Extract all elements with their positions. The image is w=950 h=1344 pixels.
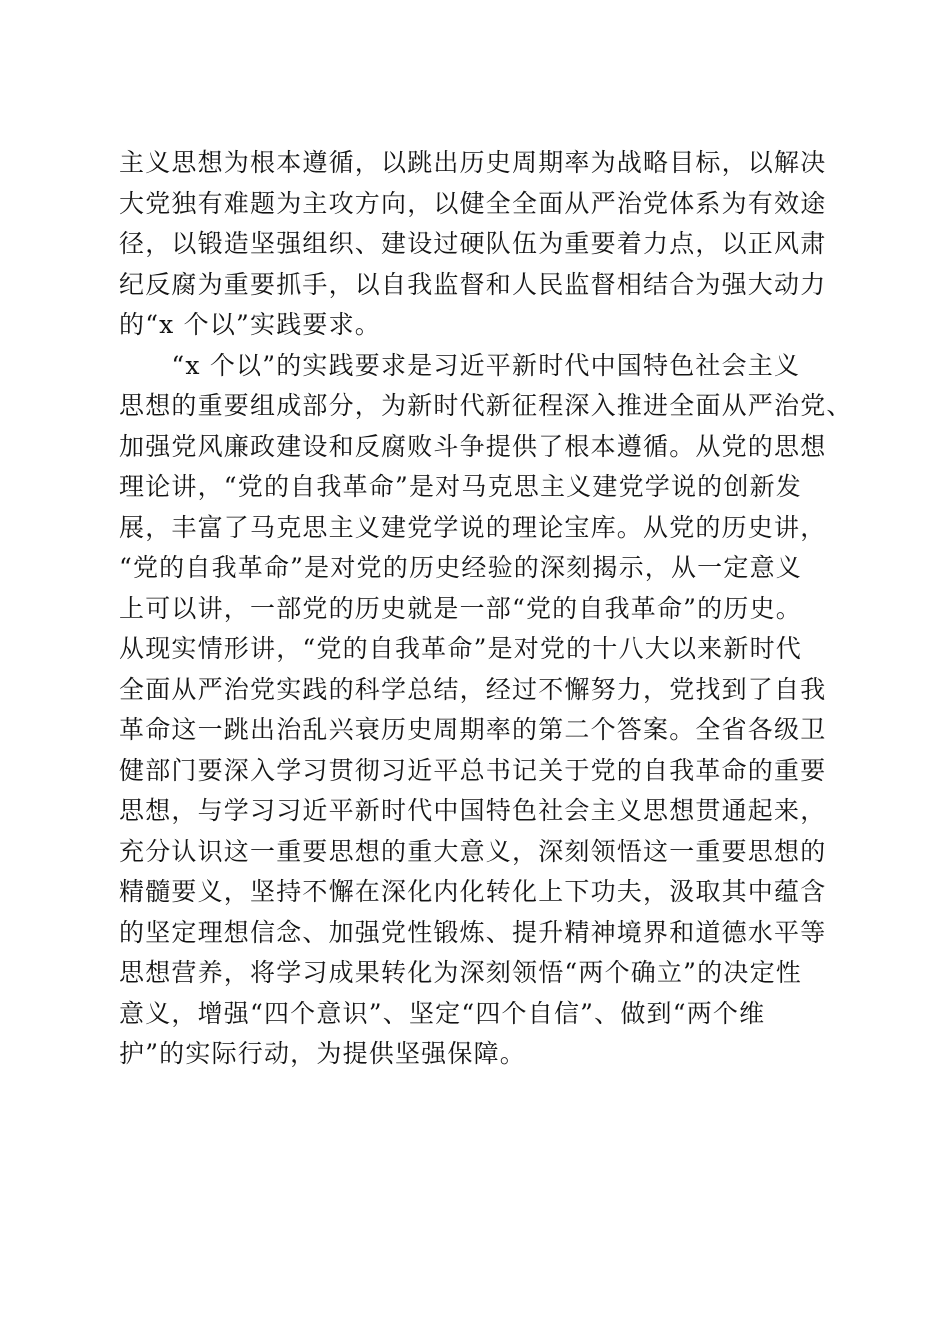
text-line: 思想，与学习习近平新时代中国特色社会主义思想贯通起来，: [119, 796, 827, 825]
text-line: 革命这一跳出治乱兴衰历史周期率的第二个答案。全省各级卫: [119, 715, 827, 744]
text-line: 充分认识这一重要思想的重大意义，深刻领悟这一重要思想的: [119, 836, 827, 866]
text-line: 健部门要深入学习贯彻习近平总书记关于党的自我革命的重要: [119, 755, 827, 785]
text-line: 主义思想为根本遵循，以跳出历史周期率为战略目标，以解决: [119, 148, 827, 177]
text-line: 纪反腐为重要抓手，以自我监督和人民监督相结合为强大动力: [119, 269, 827, 299]
text-line: “党的自我革命”是对党的历史经验的深刻揭示，从一定意义: [119, 553, 802, 582]
text-line: 思想的重要组成部分，为新时代新征程深入推进全面从严治党、: [119, 391, 853, 420]
text-line: 大党独有难题为主攻方向，以健全全面从严治党体系为有效途: [119, 188, 827, 218]
text-line: 的“x 个以”实践要求。: [119, 310, 382, 339]
text-line: 径，以锻造坚强组织、建设过硬队伍为重要着力点，以正风肃: [119, 229, 827, 258]
text-line: 理论讲，“党的自我革命”是对马克思主义建党学说的创新发: [119, 472, 802, 501]
text-line: 从现实情形讲，“党的自我革命”是对党的十八大以来新时代: [119, 634, 802, 663]
text-line: 的坚定理想信念、加强党性锻炼、提升精神境界和道德水平等: [119, 917, 827, 947]
text-line: 全面从严治党实践的科学总结，经过不懈努力，党找到了自我: [119, 674, 827, 704]
text-line: 思想营养，将学习成果转化为深刻领悟“两个确立”的决定性: [119, 958, 802, 987]
document-body: [119, 143, 853, 1075]
text-line: 上可以讲，一部党的历史就是一部“党的自我革命”的历史。: [119, 593, 802, 623]
text-line: 展，丰富了马克思主义建党学说的理论宝库。从党的历史讲，: [119, 512, 827, 542]
text-line: 护”的实际行动，为提供坚强保障。: [119, 1039, 526, 1068]
paragraph-start-line: “x 个以”的实践要求是习近平新时代中国特色社会主义: [119, 350, 801, 380]
text-line: 意义，增强“四个意识”、坚定“四个自信”、做到“两个维: [119, 998, 766, 1028]
text-line: 加强党风廉政建设和反腐败斗争提供了根本遵循。从党的思想: [119, 431, 827, 461]
text-line: 精髓要义，坚持不懈在深化内化转化上下功夫，汲取其中蕴含: [119, 877, 827, 906]
